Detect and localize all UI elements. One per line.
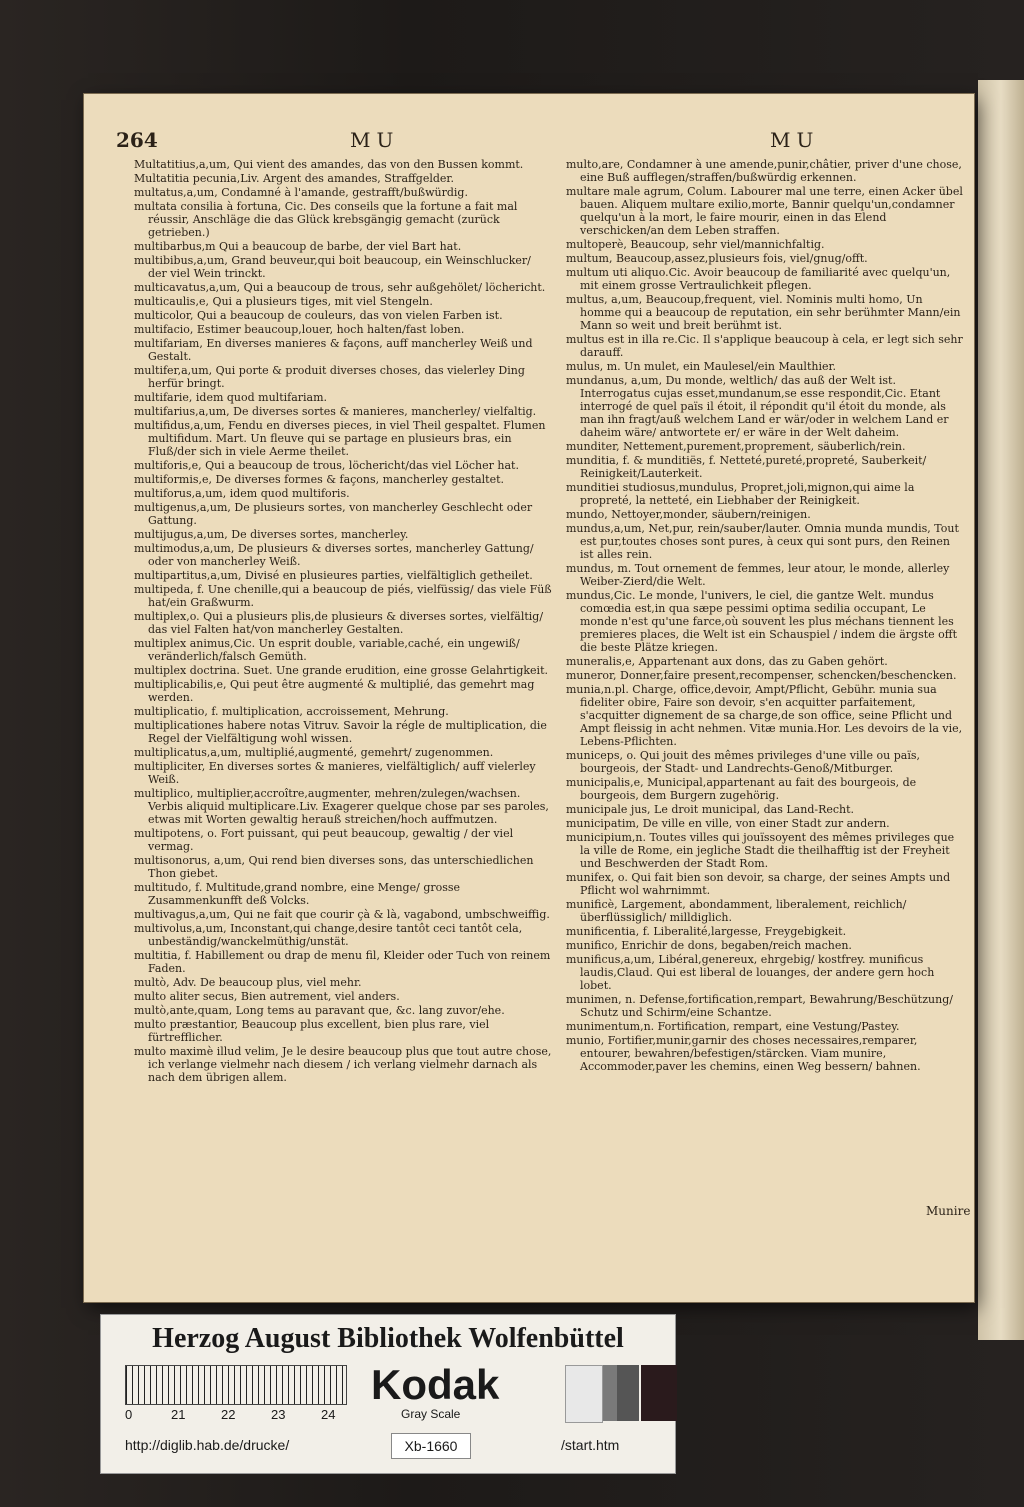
dictionary-entry: multiforus,a,um, idem quod multiforis. — [134, 487, 350, 500]
ruler-tick-label: 0 — [125, 1407, 133, 1422]
dictionary-entry: multò,ante,quam, Long tems au paravant que, &c. lang zuvor/ehe. — [134, 1004, 505, 1017]
dictionary-entry: multare male agrum, Colum. Labourer mal une terre, einen Acker übel bauen. Aliquem multare exilio,morte, Bannir quelqu'un,condamner quelqu'un à la mort, le faire mourir, einen in das Elend verschicken/an dem Leben straffen. — [566, 185, 963, 237]
page-number: 264 — [116, 128, 158, 152]
dictionary-entry: multicaulis,e, Qui a plusieurs tiges, mit viel Stengeln. — [134, 295, 433, 308]
ruler-tick-label: 22 — [221, 1407, 236, 1422]
dictionary-entry: multisonorus, a,um, Qui rend bien diverses sons, das unterschiedlichen Thon giebet. — [134, 854, 534, 880]
facing-page-edge — [978, 80, 1024, 1340]
dictionary-entry: mundo, Nettoyer,monder, säubern/reinigen. — [566, 508, 811, 521]
dictionary-entry: munificentia, f. Liberalité,largesse, Freygebigkeit. — [566, 925, 847, 938]
dictionary-entry: Multatitius,a,um, Qui vient des amandes, das von den Bussen kommt. — [134, 158, 524, 171]
right-column — [566, 158, 964, 1074]
dictionary-entry: munificus,a,um, Libéral,genereux, ehrgebig/ kostfrey. munificus laudis,Claud. Qui est liberal de louanges, der andere gern hoch lobet. — [566, 953, 935, 992]
dictionary-entry: munimentum,n. Fortification, rempart, eine Vestung/Pastey. — [566, 1020, 900, 1033]
dictionary-entry: multiplex animus,Cic. Un esprit double, variable,caché, ein ungewiß/ veränderlich/falsch Gemüth. — [134, 637, 520, 663]
ruler-tick-label: 21 — [171, 1407, 186, 1422]
dictionary-entry: multipotens, o. Fort puissant, qui peut beaucoup, gewaltig / der viel vermag. — [134, 827, 514, 853]
dictionary-entry: multus, a,um, Beaucoup,frequent, viel. Nominis multi homo, Un homme qui a beaucoup de reputation, ein sehr berühmter Mann/ein Mann so weit und breit berühmt ist. — [566, 293, 961, 332]
dictionary-entry: munimen, n. Defense,fortification,rempart, Bewahrung/Beschützung/ Schutz und Schirm/eine Schantze. — [566, 993, 953, 1019]
dictionary-entry: multipeda, f. Une chenille,qui a beaucoup de piés, vielfüssig/ das viele Füß hat/ein Graßwurm. — [134, 583, 552, 609]
dictionary-entry: multibarbus,m Qui a beaucoup de barbe, der viel Bart hat. — [134, 240, 462, 253]
dictionary-entry: multivolus,a,um, Inconstant,qui change,desire tantôt ceci tantôt cela, unbeständig/wanckelmüthig/unstät. — [134, 922, 523, 948]
dictionary-entry: mulus, m. Un mulet, ein Maulesel/ein Maulthier. — [566, 360, 837, 373]
dictionary-entry: multo aliter secus, Bien autrement, viel anders. — [134, 990, 400, 1003]
dictionary-entry: mundus,a,um, Net,pur, rein/sauber/lauter. Omnia munda mundis, Tout est pur,toutes choses sont pures, à ceux qui sont purs, den Reinen ist alles rein. — [566, 522, 959, 561]
dictionary-entry: multo maximè illud velim, Je le desire beaucoup plus que tout autre chose, ich verlange vielmehr nach diesem / ich verlang vielmehr darnach als nach dem übrigen allem. — [134, 1045, 552, 1084]
dictionary-entry: multimodus,a,um, De plusieurs & diverses sortes, mancherley Gattung/ oder von mancherley Weiß. — [134, 542, 534, 568]
dictionary-entry: municipale jus, Le droit municipal, das Land-Recht. — [566, 803, 855, 816]
dictionary-entry: multus est in illa re.Cic. Il s'applique beaucoup à cela, er legt sich sehr darauff. — [566, 333, 963, 359]
dictionary-entry: municipatim, De ville en ville, von einer Stadt zur andern. — [566, 817, 890, 830]
dictionary-entry: multifarie, idem quod multifariam. — [134, 391, 328, 404]
library-url[interactable]: http://diglib.hab.de/drucke/ — [125, 1437, 290, 1453]
dictionary-entry: multiformis,e, De diverses formes & façons, mancherley gestaltet. — [134, 473, 505, 486]
library-name: Herzog August Bibliothek Wolfenbüttel — [152, 1323, 624, 1354]
left-running-head: MU — [350, 128, 400, 152]
dictionary-entry: munditer, Nettement,purement,proprement, säuberlich/rein. — [566, 440, 906, 453]
dictionary-entry: multiplex doctrina. Suet. Une grande erudition, eine grosse Gelahrtigkeit. — [134, 664, 548, 677]
dictionary-entry: munditia, f. & munditiës, f. Netteté,pureté,propreté, Sauberkeit/ Reinigkeit/Lauterkeit. — [566, 454, 927, 480]
shelfmark: Xb-1660 — [391, 1433, 471, 1459]
ruler-scale — [125, 1365, 347, 1405]
dictionary-entry: munificè, Largement, abondamment, liberalement, reichlich/überflüssiglich/ milldiglich. — [566, 898, 907, 924]
dictionary-entry: multo,are, Condamner à une amende,punir,châtier, priver d'une chose, eine Buß aufflegen/straffen/bußwürdig erkennen. — [566, 158, 962, 184]
catchword: Munire — [926, 1204, 971, 1218]
ruler-tick-label: 23 — [271, 1407, 286, 1422]
dictionary-entry: munio, Fortifier,munir,garnir des choses necessaires,remparer, entourer, bewahren/befestigen/stärcken. Viam munire, Accommoder,paver les chemins, einen Weg bessern/ bahnen. — [566, 1034, 921, 1073]
dictionary-entry: multifarius,a,um, De diverses sortes & manieres, mancherley/ vielfaltig. — [134, 405, 537, 418]
dictionary-entry: multiplicatio, f. multiplication, accroissement, Mehrung. — [134, 705, 449, 718]
gray-patch-dark — [617, 1365, 639, 1421]
dictionary-entry: multifariam, En diverses manieres & façons, auff mancherley Weiß und Gestalt. — [134, 337, 533, 363]
dictionary-entry: Multatitia pecunia,Liv. Argent des amandes, Straffgelder. — [134, 172, 454, 185]
dictionary-entry: mundus,Cic. Le monde, l'univers, le ciel, die gantze Welt. mundus comœdia est,in qua sæpe pessimi optima sedilia occupant, Le monde n'est qu'une farce,où souvent les plus méchans tiennent les premieres places, die Welt ist ein Schauspiel / indem die ärgste offt die beste Plätze kriegen. — [566, 589, 958, 654]
dictionary-entry: multo præstantior, Beaucoup plus excellent, bien plus rare, viel fürtrefflicher. — [134, 1018, 490, 1044]
dictionary-entry: multicavatus,a,um, Qui a beaucoup de trous, sehr außgehölet/ löchericht. — [134, 281, 546, 294]
dictionary-entry: multifer,a,um, Qui porte & produit diverses choses, das vielerley Ding herfür bringt. — [134, 364, 525, 390]
dictionary-entry: multibibus,a,um, Grand beuveur,qui boit beaucoup, ein Weinschlucker/ der viel Wein trinckt. — [134, 254, 531, 280]
dictionary-entry: multiplico, multiplier,accroître,augmenter, mehren/zulegen/wachsen. Verbis aliquid multiplicare.Liv. Exagerer quelque chose par ses paroles, etwas mit Worten gewaltig herauß streichen/hoch auffmutzen. — [134, 787, 549, 826]
dictionary-entry: multitudo, f. Multitude,grand nombre, eine Menge/ grosse Zusammenkunfft deß Volcks. — [134, 881, 461, 907]
dictionary-entry: multigenus,a,um, De plusieurs sortes, von mancherley Geschlecht oder Gattung. — [134, 501, 533, 527]
dictionary-entry: municeps, o. Qui jouit des mêmes privileges d'une ville ou païs, bourgeois, der Stadt- und Landrechts-Genoß/Mitburger. — [566, 749, 921, 775]
gray-patch-light — [565, 1365, 603, 1423]
dictionary-entry: multò, Adv. De beaucoup plus, viel mehr. — [134, 976, 362, 989]
dictionary-entry: multiplex,o. Qui a plusieurs plis,de plusieurs & diverses sortes, vielfältig/ das viel Falten hat/von mancherley Gestalten. — [134, 610, 544, 636]
dictionary-entry: multiplicatus,a,um, multiplié,augmenté, gemehrt/ zugenommen. — [134, 746, 494, 759]
dictionary-entry: muneror, Donner,faire present,recompenser, schencken/beschencken. — [566, 669, 957, 682]
dictionary-entry: multivagus,a,um, Qui ne fait que courir çà & là, vagabond, umbschweiffig. — [134, 908, 550, 921]
kodak-logo: Kodak — [371, 1361, 500, 1408]
gray-scale-label: Gray Scale — [401, 1407, 461, 1421]
dictionary-entry: multifidus,a,um, Fendu en diverses pieces, in viel Theil gespaltet. Flumen multifidum. Mart. Un fleuve qui se partage en plusieurs bras, ein Fluß/der sich in viele Aerme theilet. — [134, 419, 546, 458]
dictionary-entry: multipartitus,a,um, Divisé en plusieures parties, vielfältiglich getheilet. — [134, 569, 533, 582]
url-path[interactable]: /start.htm — [561, 1437, 620, 1453]
ruler-tick-label: 24 — [321, 1407, 336, 1422]
dictionary-entry: multitia, f. Habillement ou drap de menu fil, Kleider oder Tuch von reinem Faden. — [134, 949, 551, 975]
dictionary-entry: mundus, m. Tout ornement de femmes, leur atour, le monde, allerley Weiber-Zierd/die Welt. — [566, 562, 950, 588]
dictionary-entry: multatus,a,um, Condamné à l'amande, gestrafft/bußwürdig. — [134, 186, 468, 199]
left-column — [134, 158, 552, 1085]
right-running-head: MU — [770, 128, 820, 152]
dictionary-entry: multoperè, Beaucoup, sehr viel/mannichfaltig. — [566, 238, 825, 251]
dictionary-entry: multipliciter, En diverses sortes & manieres, vielfältiglich/ auff vielerley Weiß. — [134, 760, 536, 786]
dictionary-entry: municipalis,e, Municipal,appartenant au fait des bourgeois, de bourgeois, dem Burgern zugehörig. — [566, 776, 917, 802]
dictionary-entry: multata consilia à fortuna, Cic. Des conseils que la fortune a fait mal réussir, Anschläge die das Glück krebsgängig gemacht (zurück getrieben.) — [134, 200, 518, 239]
dictionary-entry: mundanus, a,um, Du monde, weltlich/ das auß der Welt ist. Interrogatus cujas esset,mundanum,se esse respondit,Cic. Etant interrogé de quel païs il étoit, il répondit qu'il étoit du monde, als man ihn fragt/auß welchem Land er wär/oder in welchem Land er daheim wäre/ antwortete er/ er wäre in der Welt daheim. — [566, 374, 949, 439]
dictionary-entry: multum uti aliquo.Cic. Avoir beaucoup de familiarité avec quelqu'un, mit einem grosse Vertraulichkeit pflegen. — [566, 266, 951, 292]
dictionary-entry: muneralis,e, Appartenant aux dons, das zu Gaben gehört. — [566, 655, 888, 668]
dictionary-entry: municipium,n. Toutes villes qui jouïssoyent des mêmes privileges que la ville de Rome, ein jegliche Stadt die theilhafftig ist der Freyheit und Beschwerden der Stadt Rom. — [566, 831, 955, 870]
dictionary-entry: munifex, o. Qui fait bien son devoir, sa charge, der seines Ampts und Pflicht wol wahrnimmt. — [566, 871, 951, 897]
dictionary-entry: munia,n.pl. Charge, office,devoir, Ampt/Pflicht, Gebühr. munia sua fideliter obire, Faire son devoir, s'en acquitter parfaitement, s'acquitter dignement de sa charge,de son office, seine Pflicht und Ampt fleissig in acht nehmen. Vitæ munia.Hor. Les devoirs de la vie, Lebens-Pflichten. — [566, 683, 963, 748]
dictionary-entry: multiplicabilis,e, Qui peut être augmenté & multiplié, das gemehrt mag werden. — [134, 678, 535, 704]
gray-patch-black — [641, 1365, 677, 1421]
dictionary-entry: multiforis,e, Qui a beaucoup de trous, löchericht/das viel Löcher hat. — [134, 459, 519, 472]
dictionary-entry: multijugus,a,um, De diverses sortes, mancherley. — [134, 528, 409, 541]
library-color-card — [100, 1314, 676, 1474]
dictionary-entry: munditiei studiosus,mundulus, Propret,joli,mignon,qui aime la propreté, la netteté, ein Liebhaber der Reinigkeit. — [566, 481, 915, 507]
dictionary-entry: multiplicationes habere notas Vitruv. Savoir la régle de multiplication, die Regel der Vielfältigung wohl wissen. — [134, 719, 547, 745]
dictionary-entry: multicolor, Qui a beaucoup de couleurs, das von vielen Farben ist. — [134, 309, 503, 322]
dictionary-entry: multifacio, Estimer beaucoup,louer, hoch halten/fast loben. — [134, 323, 465, 336]
dictionary-entry: multum, Beaucoup,assez,plusieurs fois, viel/gnug/offt. — [566, 252, 868, 265]
dictionary-entry: munifico, Enrichir de dons, begaben/reich machen. — [566, 939, 852, 952]
